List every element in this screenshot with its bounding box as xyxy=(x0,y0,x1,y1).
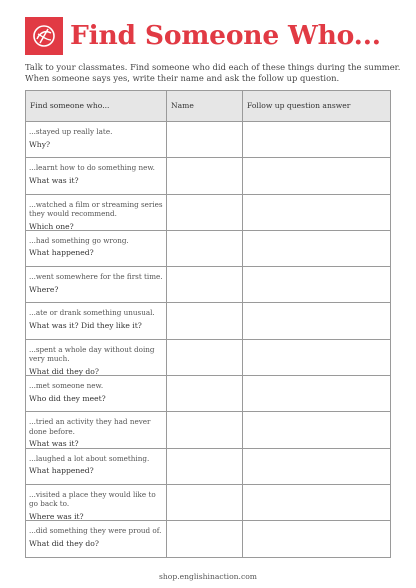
prompt-cell xyxy=(26,267,167,302)
prompt-text: ...stayed up really late. xyxy=(29,127,113,136)
instructions xyxy=(25,62,401,83)
prompt-cell xyxy=(26,485,167,520)
header xyxy=(25,17,391,55)
english-in-action-logo-icon xyxy=(31,23,57,49)
table-row xyxy=(26,485,391,521)
follow-up-answer-cell[interactable] xyxy=(243,340,391,375)
prompt-cell xyxy=(26,412,167,447)
follow-up-answer-cell[interactable] xyxy=(243,231,391,266)
follow-up-question: What was it? Did they like it? xyxy=(29,320,142,330)
prompt-cell xyxy=(26,122,167,157)
prompt-text: ...spent a whole day without doing very much. xyxy=(29,344,155,364)
follow-up-answer-cell[interactable] xyxy=(243,195,391,230)
follow-up-question: What did they do? xyxy=(29,366,99,376)
prompt-text: ...ate or drank something unusual. xyxy=(29,308,155,318)
column-header-find-someone-who: Find someone who... xyxy=(26,91,167,121)
follow-up-answer-cell[interactable] xyxy=(243,267,391,302)
prompt-text: ...learnt how to do something new. xyxy=(29,163,155,173)
instructions-line: When someone says yes, write their name and ask the follow up question. xyxy=(25,72,340,83)
follow-up-question: What was it? xyxy=(29,439,79,449)
follow-up-question: Where was it? xyxy=(29,511,84,521)
table-row xyxy=(26,231,391,267)
follow-up-answer-cell[interactable] xyxy=(243,485,391,520)
follow-up-answer-cell[interactable] xyxy=(243,122,391,157)
name-answer-cell[interactable] xyxy=(167,449,243,484)
follow-up-answer-cell[interactable] xyxy=(243,521,391,556)
table-row xyxy=(26,122,391,158)
follow-up-question: What did they do? xyxy=(29,538,99,548)
follow-up-question: Which one? xyxy=(29,221,74,231)
follow-up-question: Where? xyxy=(29,284,59,294)
follow-up-answer-cell[interactable] xyxy=(243,376,391,411)
name-answer-cell[interactable] xyxy=(167,340,243,375)
follow-up-question: What was it? xyxy=(29,175,79,185)
prompt-cell xyxy=(26,376,167,411)
name-answer-cell[interactable] xyxy=(167,485,243,520)
follow-up-answer-cell[interactable] xyxy=(243,412,391,447)
name-answer-cell[interactable] xyxy=(167,195,243,230)
page-title: Find Someone Who... xyxy=(70,20,381,51)
table-row xyxy=(26,449,391,485)
prompt-text: ...tried an activity they had never done before. xyxy=(29,417,151,436)
follow-up-question: What happened? xyxy=(29,248,94,258)
instructions-line: Talk to your classmates. Find someone who did each of these things during the summer. xyxy=(25,62,401,72)
table-row xyxy=(26,412,391,448)
prompt-cell xyxy=(26,340,167,375)
table-row xyxy=(26,521,391,557)
table-row xyxy=(26,340,391,376)
name-answer-cell[interactable] xyxy=(167,267,243,302)
worksheet-table xyxy=(25,90,391,558)
prompt-cell xyxy=(26,521,167,556)
table-header-row xyxy=(26,91,391,122)
prompt-text: ...had something go wrong. xyxy=(29,235,129,245)
name-answer-cell[interactable] xyxy=(167,122,243,157)
column-header-name: Name xyxy=(167,91,243,121)
table-row xyxy=(26,303,391,339)
follow-up-question: Why? xyxy=(29,139,51,149)
table-row xyxy=(26,267,391,303)
table-row xyxy=(26,376,391,412)
prompt-text: ...met someone new. xyxy=(29,381,104,391)
name-answer-cell[interactable] xyxy=(167,521,243,556)
follow-up-question: Who did they meet? xyxy=(29,393,106,403)
name-answer-cell[interactable] xyxy=(167,158,243,193)
column-header-follow-up-answer: Follow up question answer xyxy=(243,91,391,121)
name-answer-cell[interactable] xyxy=(167,303,243,338)
logo xyxy=(25,17,63,55)
follow-up-question: What happened? xyxy=(29,466,94,476)
prompt-cell xyxy=(26,195,167,230)
name-answer-cell[interactable] xyxy=(167,231,243,266)
prompt-cell xyxy=(26,449,167,484)
follow-up-answer-cell[interactable] xyxy=(243,158,391,193)
table-row xyxy=(26,195,391,231)
prompt-text: ...visited a place they would like to go back to. xyxy=(29,489,156,509)
follow-up-answer-cell[interactable] xyxy=(243,303,391,338)
name-answer-cell[interactable] xyxy=(167,412,243,447)
prompt-cell xyxy=(26,303,167,338)
prompt-text: ...laughed a lot about something. xyxy=(29,453,150,463)
prompt-text: ...did something they were proud of. xyxy=(29,526,162,536)
table-row xyxy=(26,158,391,194)
footer-url[interactable]: shop.englishinaction.com xyxy=(158,572,257,581)
follow-up-answer-cell[interactable] xyxy=(243,449,391,484)
prompt-text: ...watched a film or streaming series they would recommend. xyxy=(29,199,163,219)
prompt-text: ...went somewhere for the first time. xyxy=(29,272,163,282)
name-answer-cell[interactable] xyxy=(167,376,243,411)
prompt-cell xyxy=(26,231,167,266)
prompt-cell xyxy=(26,158,167,193)
